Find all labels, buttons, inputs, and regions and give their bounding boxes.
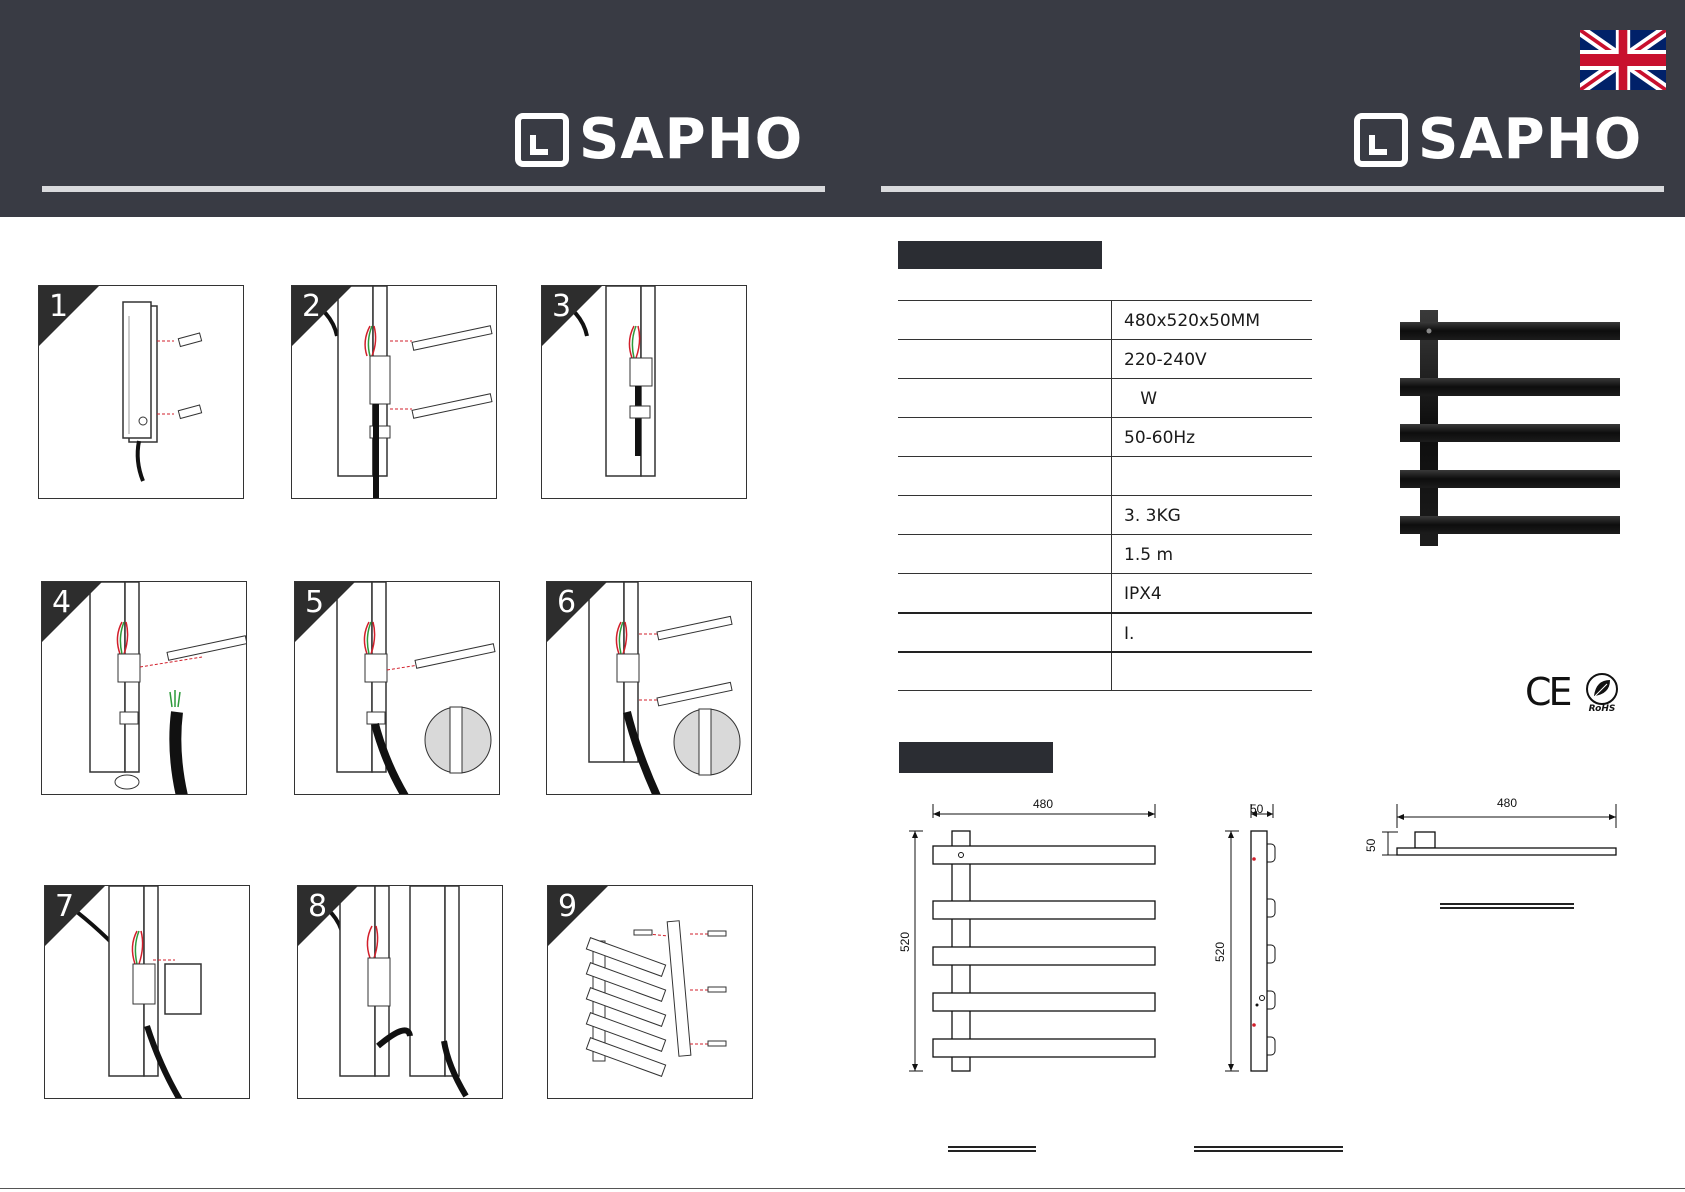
step-number-badge [39, 286, 99, 346]
step-8-panel [297, 885, 503, 1099]
step-1-panel [38, 285, 244, 499]
spec-table [898, 300, 1312, 691]
ce-mark: CE [1525, 670, 1570, 714]
front-width-label: 480 [1033, 797, 1054, 811]
step-number: 6 [557, 585, 577, 620]
sapho-logo-icon [1354, 113, 1408, 167]
rohs-leaf-icon [1582, 672, 1622, 712]
spec-row [898, 534, 1312, 573]
specs-section-bar [898, 241, 1102, 269]
uk-flag-icon [1580, 30, 1666, 90]
step-6-panel [546, 581, 752, 795]
top-view-caption-line [1440, 903, 1574, 909]
header-divider-right [881, 186, 1664, 192]
step-number: 2 [302, 289, 322, 324]
sapho-logo-icon [515, 113, 569, 167]
step-4-panel [41, 581, 247, 795]
front-view-drawing [895, 800, 1165, 1080]
step-number-badge [292, 286, 352, 346]
rohs-label: RoHS [1588, 704, 1615, 712]
spec-value: 1.5 m [1124, 545, 1173, 565]
certification-marks [1525, 670, 1622, 714]
spec-row [898, 495, 1312, 534]
step-number-badge [542, 286, 602, 346]
spec-row [898, 417, 1312, 456]
step-number: 5 [305, 585, 325, 620]
step-number: 4 [52, 585, 72, 620]
top-depth-label: 50 [1364, 838, 1378, 852]
side-height-label: 520 [1213, 941, 1227, 962]
spec-value: I. [1124, 624, 1135, 644]
spec-row [898, 456, 1312, 495]
step-3-panel [541, 285, 747, 499]
step-number-badge [548, 886, 608, 946]
header-divider-left [42, 186, 825, 192]
step-number-badge [298, 886, 358, 946]
brand-name-left: SAPHO [579, 107, 804, 172]
spec-value: 480x520x50MM [1124, 311, 1260, 331]
spec-table-end [898, 690, 1312, 691]
spec-value: IPX4 [1124, 584, 1162, 604]
step-number-badge [295, 582, 355, 642]
step-7-panel [44, 885, 250, 1099]
side-depth-label: 50 [1250, 802, 1264, 816]
front-view-caption-line [948, 1146, 1036, 1152]
step-number-badge [42, 582, 102, 642]
product-towel-rail-image [1398, 308, 1622, 548]
side-view-drawing [1205, 800, 1295, 1080]
spec-row [898, 651, 1312, 690]
top-width-label: 480 [1497, 796, 1518, 810]
step-number: 7 [55, 889, 75, 924]
step-number: 1 [49, 289, 69, 324]
step-number-badge [547, 582, 607, 642]
step-number: 9 [558, 889, 578, 924]
step-number-badge [45, 886, 105, 946]
step-number: 8 [308, 889, 328, 924]
step-9-panel [547, 885, 753, 1099]
dimensions-section-bar [899, 742, 1053, 773]
step-number: 3 [552, 289, 572, 324]
front-height-label: 520 [898, 931, 912, 952]
side-view-caption-line [1194, 1146, 1343, 1152]
spec-row [898, 378, 1312, 417]
spec-row [898, 573, 1312, 612]
page-header [0, 0, 1685, 217]
spec-value: 50-60Hz [1124, 428, 1196, 448]
sapho-logo-left [515, 107, 804, 172]
page-bottom-rule [0, 1188, 1685, 1189]
step-5-panel [294, 581, 500, 795]
spec-row [898, 339, 1312, 378]
spec-value: 220-240V [1124, 350, 1207, 370]
step-2-panel [291, 285, 497, 499]
brand-name-right: SAPHO [1418, 107, 1643, 172]
spec-value: W [1124, 389, 1158, 409]
spec-row [898, 300, 1312, 339]
spec-value: 3. 3KG [1124, 506, 1181, 526]
sapho-logo-right [1354, 107, 1643, 172]
spec-row [898, 612, 1312, 651]
